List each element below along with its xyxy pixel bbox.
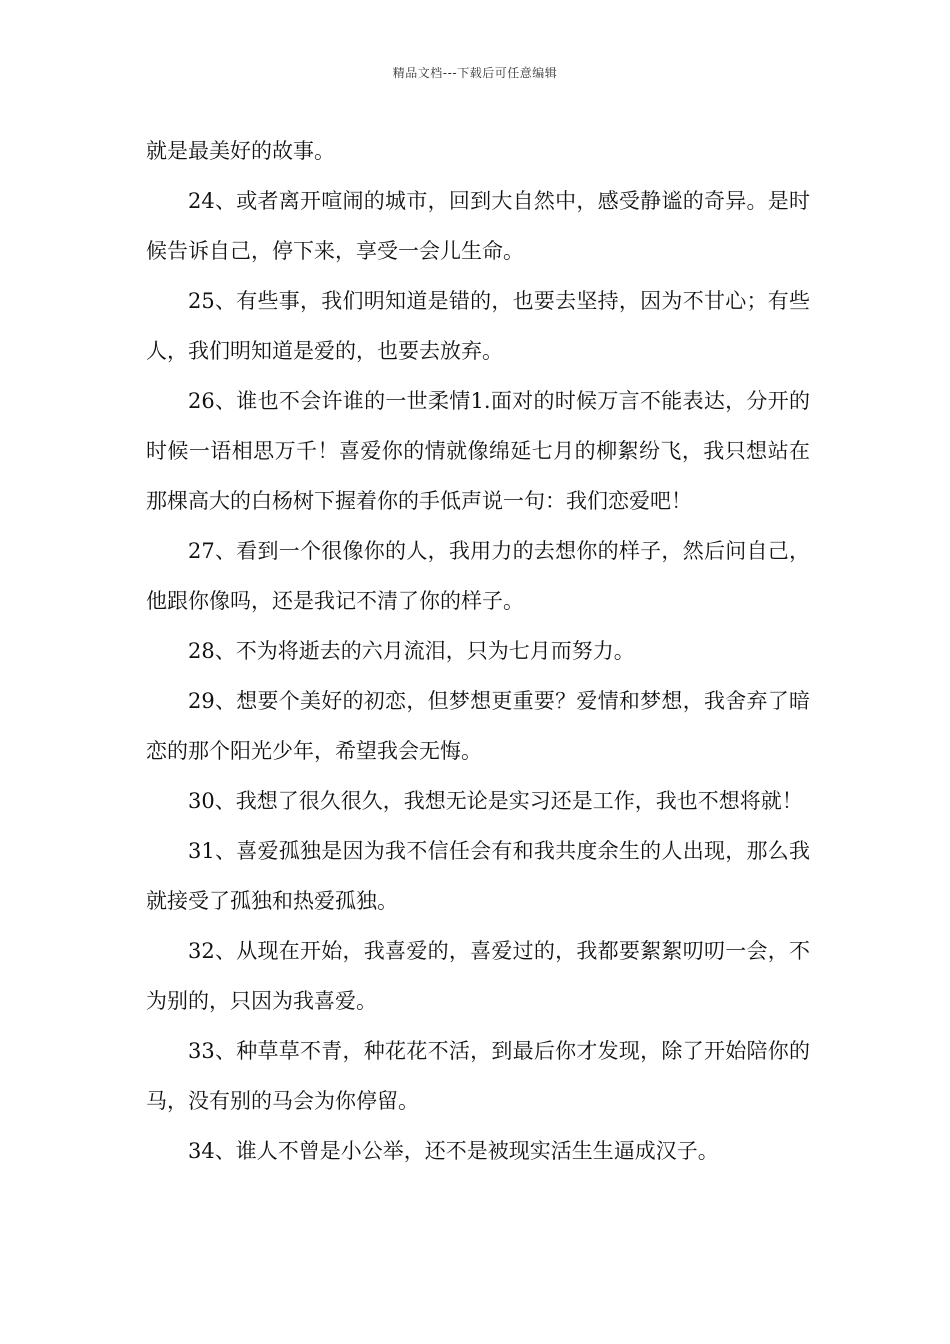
paragraph-33: 33、种草草不青，种花花不活，到最后你才发现，除了开始陪你的马，没有别的马会为你停留。	[146, 1039, 810, 1113]
paragraph-32: 32、从现在开始，我喜爱的，喜爱过的，我都要絮絮叨叨一会，不为别的，只因为我喜爱。	[146, 939, 810, 1013]
paragraph-0: 就是最美好的故事。	[146, 139, 335, 163]
paragraph-29: 29、想要个美好的初恋，但梦想更重要？爱情和梦想，我舍弃了暗恋的那个阳光少年，希望我会无悔。	[146, 689, 810, 763]
paragraph-27: 27、看到一个很像你的人，我用力的去想你的样子，然后问自己，他跟你像吗，还是我记不清了你的样子。	[146, 539, 810, 613]
page-header: 精品文档---下载后可任意编辑	[392, 66, 558, 80]
paragraph-28: 28、不为将逝去的六月流泪，只为七月而努力。	[188, 639, 635, 663]
paragraph-30: 30、我想了很久很久，我想无论是实习还是工作，我也不想将就！	[188, 789, 803, 813]
paragraph-34: 34、谁人不曾是小公举，还不是被现实活生生逼成汉子。	[188, 1139, 719, 1163]
paragraph-25: 25、有些事，我们明知道是错的，也要去坚持，因为不甘心；有些人，我们明知道是爱的，也要去放弃。	[146, 289, 810, 363]
paragraph-31: 31、喜爱孤独是因为我不信任会有和我共度余生的人出现，那么我就接受了孤独和热爱孤独。	[146, 839, 810, 913]
paragraph-24: 24、或者离开喧闹的城市，回到大自然中，感受静谧的奇异。是时候告诉自己，停下来，享受一会儿生命。	[146, 189, 810, 263]
paragraph-26: 26、谁也不会许谁的一世柔情1.面对的时候万言不能表达，分开的时候一语相思万千！喜爱你的情就像绵延七月的柳絮纷飞，我只想站在那棵高大的白杨树下握着你的手低声说一句：我们恋爱吧！	[146, 389, 810, 513]
document-body	[146, 126, 810, 1176]
